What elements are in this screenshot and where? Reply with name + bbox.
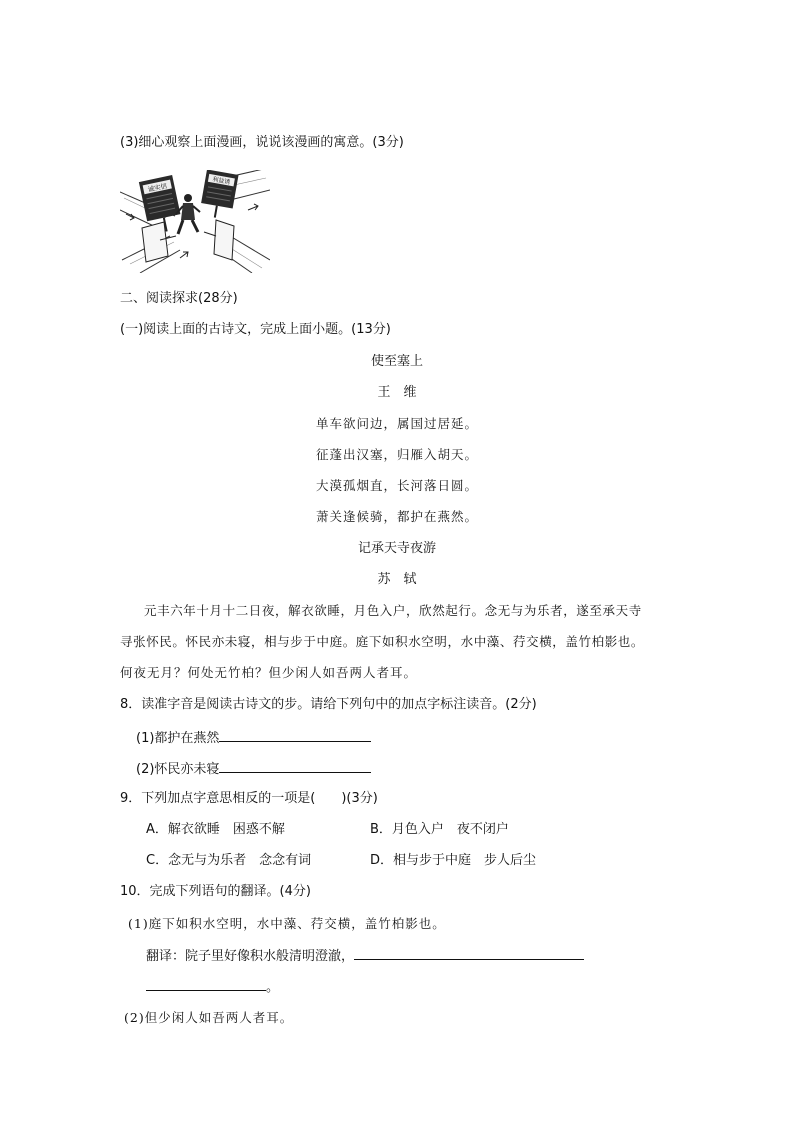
poem-author: 王 维 — [377, 385, 417, 400]
question-8-item-2 — [136, 759, 371, 779]
poem-line: 大漠孤烟直，长河落日圆。 — [315, 478, 478, 493]
question-8-prompt: 8．读准字音是阅读古诗文的步。请给下列句中的加点字标注读音。(2分) — [120, 697, 537, 712]
question-9-prompt: 9．下列加点字意思相反的一项是( )(3分) — [120, 791, 378, 806]
option-a: A．解衣欲睡 困惑不解 — [146, 822, 285, 837]
part-1-title: (一)阅读上面的古诗文，完成上面小题。(13分) — [120, 322, 391, 337]
option-c: C．念无与为乐者 念念有词 — [146, 853, 312, 868]
option-d: D．相与步于中庭 步人后尘 — [370, 853, 537, 868]
left-sign-label: 诚实信 — [147, 181, 168, 194]
question-8-item-1 — [136, 728, 371, 748]
option-b: B．月色入户 夜不闭户 — [370, 822, 509, 837]
question-10-prompt: 10．完成下列语句的翻译。(4分) — [120, 884, 311, 899]
prose-line: 元丰六年十月十二日夜，解衣欲睡，月色入户，欣然起行。念无与为乐者，遂至承天寺 — [144, 603, 642, 618]
prose-title: 记承天寺夜游 — [357, 541, 436, 556]
poem-line: 萧关逢候骑，都护在燕然。 — [315, 509, 478, 524]
question-3-prompt: (3)细心观察上面漫画，说说该漫画的寓意。(3分) — [120, 135, 404, 150]
answer-blank[interactable] — [219, 728, 371, 742]
answer-blank[interactable] — [354, 946, 584, 960]
question-10-item-1: (1)庭下如积水空明，水中藻、荇交横，盖竹柏影也。 — [128, 916, 446, 931]
prose-line: 寻张怀民。怀民亦未寝，相与步于中庭。庭下如积水空明，水中藻、荇交横，盖竹柏影也。 — [120, 634, 645, 649]
poem-title: 使至塞上 — [370, 354, 423, 369]
section-2-title: 二、阅读探求(28分) — [120, 291, 238, 306]
period: 。 — [266, 980, 280, 995]
item-text: (1)都护在燕然 — [136, 731, 220, 746]
answer-blank[interactable] — [146, 977, 266, 991]
translation-line — [146, 946, 584, 966]
translation-continuation — [146, 977, 279, 997]
right-sign-label: 利益诱 — [211, 176, 231, 187]
poem-line: 单车欲问边，属国过居延。 — [315, 416, 478, 431]
item-text: (2)怀民亦未寝 — [136, 762, 220, 777]
comic-illustration — [120, 170, 270, 273]
prose-line: 何夜无月？何处无竹柏？但少闲人如吾两人者耳。 — [120, 665, 418, 680]
prose-author: 苏 轼 — [377, 572, 417, 587]
translation-label: 翻译：院子里好像积水般清明澄澈， — [146, 949, 355, 964]
question-10-item-2: (2)但少闲人如吾两人者耳。 — [124, 1010, 294, 1025]
poem-line: 征蓬出汉塞，归雁入胡天。 — [315, 447, 478, 462]
answer-blank[interactable] — [219, 759, 371, 773]
